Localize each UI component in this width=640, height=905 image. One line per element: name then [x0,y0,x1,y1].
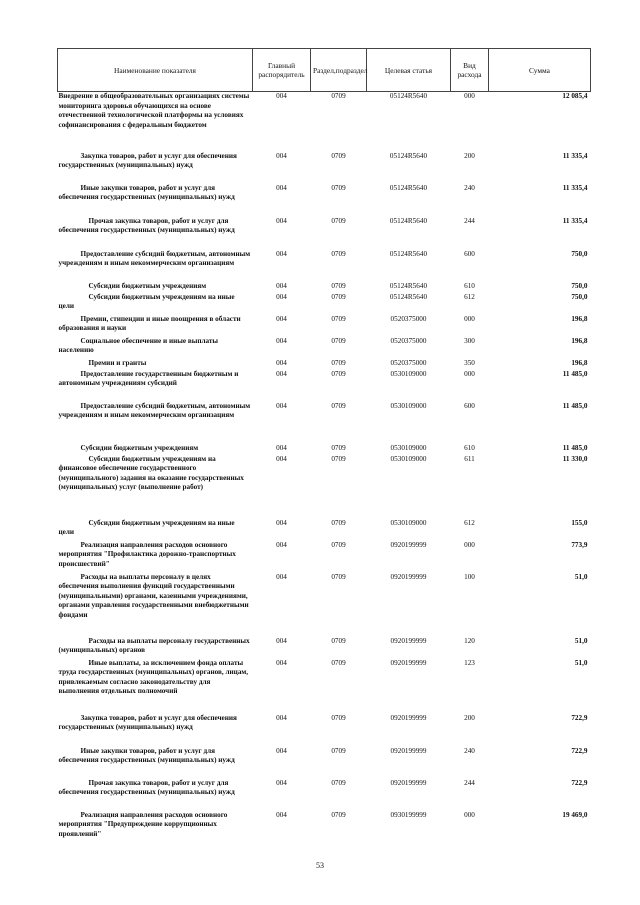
row-name: Закупка товаров, работ и услуг для обеспечения государственных (муниципальных) нужд [58,713,237,732]
row-section: 0709 [331,151,346,160]
row-sum: 155,0 [571,518,588,527]
row-type: 123 [464,658,475,667]
page-number: 53 [316,861,324,870]
row-type: 000 [464,369,475,378]
row-target: 05124R5640 [389,183,428,192]
row-sum: 196,8 [571,336,588,345]
row-grs: 004 [276,401,287,410]
header-type: Вид расхода [451,49,489,92]
row-target: 0920199999 [390,713,427,722]
row-name: Социальное обеспечение и иные выплаты населению [58,336,219,355]
row-target: 0520375000 [390,358,427,367]
row-name: Внедрение в общеобразовательных организациях системы мониторинга здоровья обучающихся на основе отечественной технологической платформы на условиях софинансирования с федеральным бюджетом [58,92,250,129]
row-sum: 722,9 [571,746,588,755]
row-sum: 11 335,4 [562,183,588,192]
row-name: Расходы на выплаты персоналу в целях обеспечения выполнения функций государственными (муниципальными) органами, казенными учреждениями, органами управления государственными внебюджетными фондами [58,572,249,619]
row-grs: 004 [276,454,287,463]
row-type: 120 [464,636,475,645]
row-sum: 11 485,0 [562,369,588,378]
row-grs: 004 [276,518,287,527]
header-name: Наименование показателя [58,49,253,92]
table-row [58,779,591,811]
table-row [58,714,591,747]
row-sum: 773,9 [571,540,588,549]
row-type: 200 [464,713,475,722]
row-type: 000 [464,92,475,100]
row-target: 0920199999 [390,572,427,581]
row-grs: 004 [276,183,287,192]
row-name: Субсидии бюджетным учреждениям на иные цели [58,292,235,311]
row-type: 000 [464,810,475,819]
row-target: 0920199999 [390,778,427,787]
row-name: Предоставление субсидий бюджетным, автономным учреждениям и иным некоммерческим организациям [58,401,251,420]
row-type: 612 [464,292,475,301]
header-target: Целевая статья [367,49,451,92]
row-sum: 722,9 [571,713,588,722]
row-section: 0709 [331,314,346,323]
row-section: 0709 [331,572,346,581]
row-section: 0709 [331,778,346,787]
row-name: Предоставление субсидий бюджетным, автономным учреждениям и иным некоммерческим организациям [58,249,251,268]
row-sum: 750,0 [571,249,588,258]
table-row [58,455,591,519]
row-section: 0709 [331,454,346,463]
row-target: 0530109000 [390,369,427,378]
row-grs: 004 [276,151,287,160]
row-grs: 004 [276,443,287,452]
row-name: Субсидии бюджетным учреждениям на финансовое обеспечение государственного (муниципального) задания на оказание государственных (муниципальных) услуг (выполнение работ) [58,454,244,492]
table-row [58,402,591,444]
table-row [58,541,591,573]
row-section: 0709 [331,92,346,100]
row-grs: 004 [276,92,287,100]
row-name: Расходы на выплаты персоналу государственных (муниципальных) органов [58,636,250,655]
row-sum: 51,0 [574,572,588,581]
row-sum: 722,9 [571,778,588,787]
row-grs: 004 [276,658,287,667]
row-section: 0709 [331,249,346,258]
row-grs: 004 [276,713,287,722]
row-sum: 750,0 [571,292,588,301]
row-grs: 004 [276,572,287,581]
row-name: Иные выплаты, за исключением фонда оплаты труда государственных (муниципальных) органов, лицам, привлекаемым согласно законодательству для выполнения отдельных полномочий [58,658,249,696]
row-sum: 11 485,0 [562,443,588,452]
table-row [58,282,591,293]
row-target: 0520375000 [390,336,427,345]
row-type: 100 [464,572,475,581]
row-type: 244 [464,778,475,787]
row-sum: 19 469,0 [562,810,588,819]
row-grs: 004 [276,249,287,258]
row-target: 0530109000 [390,454,427,463]
row-type: 240 [464,746,475,755]
row-type: 610 [464,281,475,290]
table-row [58,659,591,714]
row-sum: 11 485,0 [562,401,588,410]
table-row [58,444,591,455]
row-section: 0709 [331,216,346,225]
table-row [58,250,591,282]
row-section: 0709 [331,336,346,345]
table-row [58,293,591,315]
row-section: 0709 [331,183,346,192]
row-type: 300 [464,336,475,345]
row-type: 244 [464,216,475,225]
header-grs: Главный распорядитель [253,49,311,92]
table-row [58,359,591,370]
row-grs: 004 [276,336,287,345]
row-target: 05124R5640 [389,151,428,160]
row-sum: 11 330,0 [562,454,588,463]
row-grs: 004 [276,540,287,549]
row-type: 612 [464,518,475,527]
budget-table [57,48,591,843]
table-row [58,519,591,541]
row-name: Иные закупки товаров, работ и услуг для обеспечения государственных (муниципальных) нужд [58,183,235,202]
row-target: 05124R5640 [389,216,428,225]
row-grs: 004 [276,369,287,378]
row-type: 000 [464,540,475,549]
row-sum: 750,0 [571,281,588,290]
row-section: 0709 [331,358,346,367]
row-grs: 004 [276,216,287,225]
row-name: Иные закупки товаров, работ и услуг для обеспечения государственных (муниципальных) нужд [58,746,235,765]
row-name: Реализация направления расходов основного мероприятия "Предупреждение коррупционных проявлений" [58,810,228,838]
row-grs: 004 [276,281,287,290]
table-body [58,92,591,843]
row-target: 0530109000 [390,518,427,527]
table-row [58,747,591,779]
row-target: 0920199999 [390,658,427,667]
row-section: 0709 [331,810,346,819]
table-row [58,217,591,250]
table-row [58,315,591,337]
table-row [58,184,591,217]
row-target: 0920199999 [390,540,427,549]
table-row [58,337,591,359]
row-sum: 11 335,4 [562,151,588,160]
row-section: 0709 [331,713,346,722]
row-sum: 12 085,4 [562,92,588,100]
row-target: 0930199999 [390,810,427,819]
row-name: Субсидии бюджетным учреждениям [80,443,199,452]
row-section: 0709 [331,369,346,378]
row-sum: 51,0 [574,636,588,645]
row-target: 05124R5640 [389,92,428,100]
row-target: 05124R5640 [389,249,428,258]
row-grs: 004 [276,746,287,755]
row-target: 05124R5640 [389,292,428,301]
row-grs: 004 [276,810,287,819]
row-section: 0709 [331,540,346,549]
row-type: 611 [464,454,475,463]
row-name: Прочая закупка товаров, работ и услуг для обеспечения государственных (муниципальных) нужд [58,778,235,797]
row-section: 0709 [331,443,346,452]
row-name: Реализация направления расходов основного мероприятия "Профилактика дорожно-транспортных происшествий" [58,540,236,568]
table-row [58,637,591,659]
row-type: 350 [464,358,475,367]
row-grs: 004 [276,292,287,301]
row-sum: 196,8 [571,314,588,323]
row-grs: 004 [276,778,287,787]
row-type: 200 [464,151,475,160]
row-type: 610 [464,443,475,452]
row-target: 05124R5640 [389,281,428,290]
row-target: 0530109000 [390,401,427,410]
row-target: 0920199999 [390,746,427,755]
header-section: Раздел,подраздел [311,49,367,92]
row-grs: 004 [276,358,287,367]
row-name: Субсидии бюджетным учреждениям [88,281,207,290]
row-section: 0709 [331,292,346,301]
table-header-row [58,49,591,92]
row-section: 0709 [331,401,346,410]
table-row [58,152,591,184]
row-target: 0520375000 [390,314,427,323]
header-sum: Сумма [489,49,591,92]
row-type: 000 [464,314,475,323]
row-type: 600 [464,401,475,410]
table-row [58,92,591,152]
row-section: 0709 [331,658,346,667]
row-section: 0709 [331,518,346,527]
row-name: Премии и гранты [88,358,147,367]
table-row [58,573,591,637]
row-target: 0920199999 [390,636,427,645]
row-section: 0709 [331,281,346,290]
table-row [58,370,591,402]
row-section: 0709 [331,746,346,755]
row-name: Субсидии бюджетным учреждениям на иные цели [58,518,235,537]
table-row [58,811,591,843]
row-section: 0709 [331,636,346,645]
row-type: 240 [464,183,475,192]
row-name: Предоставление государственным бюджетным и автономным учреждениям субсидий [58,369,239,388]
row-grs: 004 [276,314,287,323]
row-type: 600 [464,249,475,258]
row-sum: 11 335,4 [562,216,588,225]
row-grs: 004 [276,636,287,645]
row-sum: 51,0 [574,658,588,667]
row-name: Прочая закупка товаров, работ и услуг для обеспечения государственных (муниципальных) нужд [58,216,235,235]
row-sum: 196,8 [571,358,588,367]
row-name: Закупка товаров, работ и услуг для обеспечения государственных (муниципальных) нужд [58,151,237,170]
row-name: Премии, стипендии и иные поощрения в области образования и науки [58,314,241,333]
row-target: 0530109000 [390,443,427,452]
